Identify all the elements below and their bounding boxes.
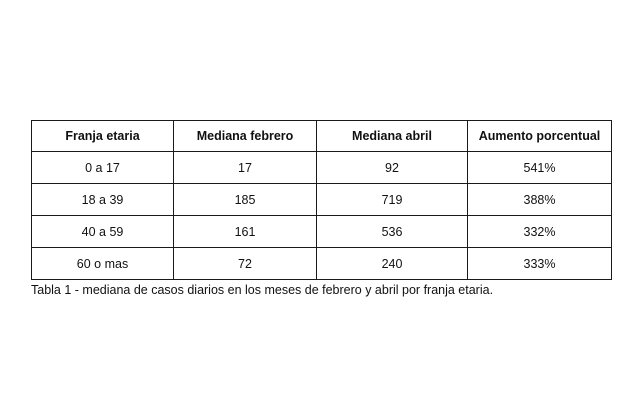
cell-mediana-febrero: 17 [174,152,317,184]
cell-aumento-porcentual: 332% [468,216,612,248]
header-aumento-porcentual: Aumento porcentual [468,121,612,152]
cell-mediana-febrero: 72 [174,248,317,280]
cell-mediana-abril: 719 [317,184,468,216]
cell-franja-etaria: 18 a 39 [32,184,174,216]
cell-aumento-porcentual: 333% [468,248,612,280]
cell-mediana-abril: 92 [317,152,468,184]
cell-franja-etaria: 60 o mas [32,248,174,280]
header-franja-etaria: Franja etaria [32,121,174,152]
cell-franja-etaria: 40 a 59 [32,216,174,248]
cell-mediana-abril: 240 [317,248,468,280]
table-row [32,216,612,248]
table-caption: Tabla 1 - mediana de casos diarios en los meses de febrero y abril por franja etaria. [31,283,494,297]
cell-aumento-porcentual: 388% [468,184,612,216]
table-row [32,152,612,184]
cell-mediana-abril: 536 [317,216,468,248]
table-row [32,248,612,280]
header-mediana-abril: Mediana abril [317,121,468,152]
table-row [32,184,612,216]
cell-franja-etaria: 0 a 17 [32,152,174,184]
data-table [31,120,612,280]
header-mediana-febrero: Mediana febrero [174,121,317,152]
cell-mediana-febrero: 161 [174,216,317,248]
cell-mediana-febrero: 185 [174,184,317,216]
cell-aumento-porcentual: 541% [468,152,612,184]
data-table-container [31,120,611,280]
table-header-row [32,121,612,152]
